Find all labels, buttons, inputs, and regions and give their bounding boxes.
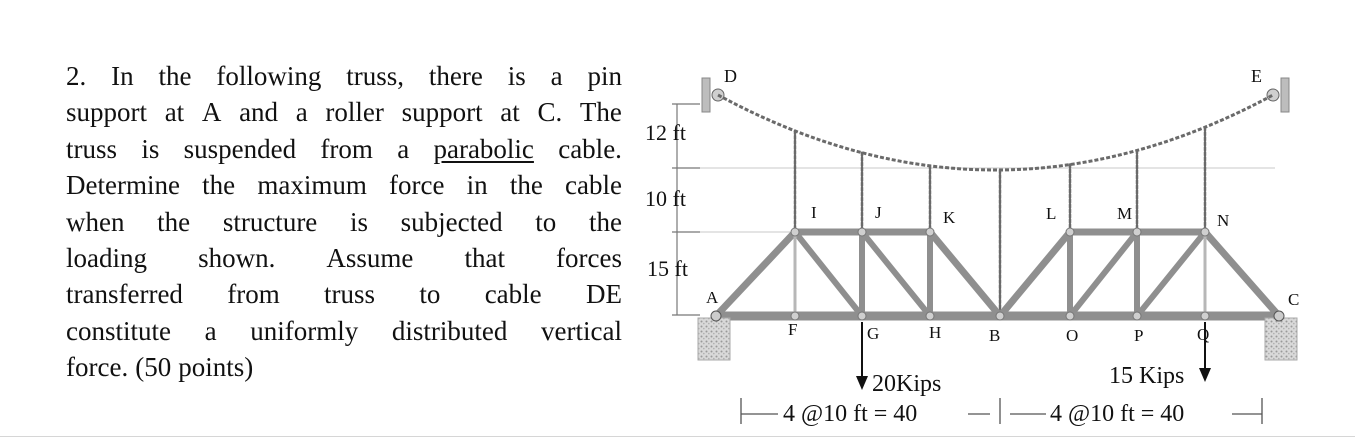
truss-member: [1137, 232, 1205, 316]
problem-word: when: [66, 206, 125, 237]
problem-word: a: [295, 97, 308, 128]
problem-word: shown.: [198, 243, 276, 274]
truss-joint: [1066, 312, 1074, 320]
truss-member: [716, 232, 795, 316]
dim-label-gap: 10 ft: [645, 186, 686, 211]
problem-word: loading: [66, 243, 147, 274]
span-label-left: 4 @10 ft = 40: [783, 401, 918, 427]
problem-word: suspended: [183, 133, 297, 164]
truss-joint: [996, 312, 1004, 320]
problem-word: support: [401, 97, 483, 128]
span-label-right: 4 @10 ft = 40: [1050, 401, 1185, 427]
cable-label-e: E: [1251, 66, 1262, 86]
problem-word: at: [164, 97, 185, 128]
problem-word: Determine: [66, 170, 180, 201]
problem-word: at: [500, 97, 520, 128]
roller-support-c: [1265, 311, 1297, 360]
truss-member: [1000, 232, 1070, 316]
problem-word: there: [428, 61, 483, 91]
dim-label-truss-height: 15 ft: [647, 256, 688, 281]
problem-word: and: [239, 97, 279, 128]
truss-member: [862, 232, 930, 316]
truss-member: [930, 232, 1000, 316]
problem-word: A: [201, 97, 222, 128]
node-label-g: G: [867, 324, 880, 343]
problem-word: uniformly: [250, 315, 359, 346]
truss-member: [795, 232, 862, 316]
problem-word: a: [550, 61, 563, 91]
problem-word: the: [588, 206, 622, 237]
problem-word: from: [227, 279, 280, 310]
problem-word: transferred: [66, 279, 183, 310]
problem-word: in: [466, 170, 488, 201]
truss-joint: [791, 312, 799, 320]
problem-word: pin: [587, 61, 622, 91]
problem-word: The: [579, 97, 622, 128]
node-label-p: P: [1134, 326, 1144, 345]
problem-word: the: [158, 61, 192, 91]
truss-joint: [1133, 228, 1141, 236]
truss-joint: [1201, 228, 1209, 236]
load-label-20kips: 20Kips: [872, 371, 942, 397]
truss-member: [1205, 232, 1279, 316]
truss-joint: [791, 228, 799, 236]
problem-word: forces: [556, 243, 622, 274]
truss-joint: [858, 312, 866, 320]
problem-word: truss,: [346, 61, 405, 91]
node-label-h: H: [929, 323, 942, 342]
parabolic-cable: [718, 95, 1273, 170]
truss-joint: [858, 228, 866, 236]
dim-label-sag: 12 ft: [645, 120, 686, 145]
problem-word: maximum: [257, 170, 367, 201]
problem-word: the: [509, 170, 543, 201]
problem-word: structure: [222, 206, 318, 237]
problem-word: subjected: [400, 206, 503, 237]
problem-word: C.: [537, 97, 563, 128]
problem-word: cable.: [558, 133, 622, 164]
problem-word: the: [157, 206, 191, 237]
problem-word: following: [216, 61, 322, 91]
problem-word: is: [141, 133, 160, 164]
load-15kips: [1109, 322, 1211, 389]
node-label-f: F: [788, 320, 798, 339]
node-label-b: B: [989, 326, 1001, 345]
problem-word: distributed: [391, 315, 508, 346]
node-label-j: J: [875, 203, 882, 222]
problem-word: force: [389, 170, 445, 201]
node-label-q: Q: [1197, 325, 1210, 344]
hanger-rods: [795, 127, 1205, 316]
problem-word: the: [202, 170, 236, 201]
problem-word: that: [464, 243, 505, 274]
node-label-c: C: [1288, 290, 1300, 309]
problem-word: cable: [484, 279, 542, 310]
problem-word: is: [507, 61, 526, 91]
truss-joint: [1066, 228, 1074, 236]
problem-word: truss: [66, 133, 118, 164]
problem-word: a: [397, 133, 410, 164]
node-label-n: N: [1217, 211, 1230, 230]
problem-word: parabolic: [433, 133, 534, 164]
problem-word: Assume: [326, 243, 414, 274]
problem-word: a: [204, 315, 217, 346]
problem-word: support: [66, 97, 147, 128]
problem-word: 2.: [66, 61, 87, 91]
node-label-k: K: [943, 208, 956, 227]
pin-support-a: [698, 311, 730, 360]
problem-word: truss: [324, 279, 376, 310]
problem-word: roller: [325, 97, 384, 128]
truss-joint: [1133, 312, 1141, 320]
truss: [716, 228, 1279, 320]
node-label-a: A: [706, 288, 719, 307]
problem-word: constitute: [66, 315, 171, 346]
node-label-l: L: [1046, 204, 1057, 223]
node-label-m: M: [1117, 204, 1133, 223]
node-label-o: O: [1066, 326, 1079, 345]
problem-word: to: [535, 206, 557, 237]
problem-word: cable: [565, 170, 622, 201]
problem-word: vertical: [541, 315, 622, 346]
page-bottom-rule: [0, 436, 1355, 437]
problem-word: force.: [66, 352, 129, 383]
load-label-15kips: 15 Kips: [1109, 363, 1185, 389]
problem-word: from: [320, 133, 373, 164]
problem-word: (50: [135, 352, 172, 383]
truss-member: [1070, 232, 1137, 316]
reference-lines: [700, 168, 1275, 232]
truss-joint: [926, 312, 934, 320]
problem-word: to: [419, 279, 441, 310]
problem-word: DE: [585, 279, 622, 310]
problem-word: In: [111, 61, 134, 91]
truss-joint: [926, 228, 934, 236]
problem-word: is: [349, 206, 368, 237]
truss-joint: [1201, 312, 1209, 320]
cable-label-d: D: [724, 66, 737, 86]
node-label-i: I: [811, 203, 817, 222]
problem-word: points): [178, 352, 254, 383]
